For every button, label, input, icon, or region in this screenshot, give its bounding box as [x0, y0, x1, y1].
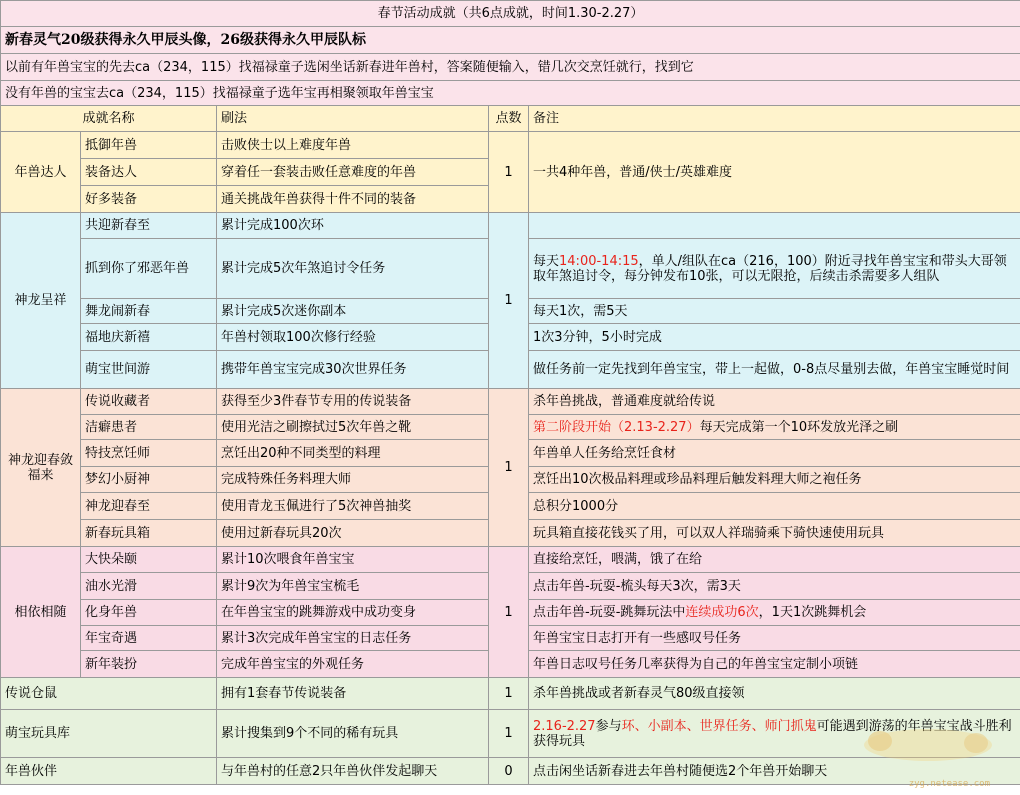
group-points: 1: [489, 678, 529, 710]
sheet-title: 春节活动成就（共6点成就，时间1.30-2.27）: [1, 1, 1020, 27]
col-header-remark: 备注: [529, 106, 1020, 132]
achievement-name: 新年装扮: [81, 651, 217, 678]
achievement-name: 梦幻小厨神: [81, 467, 217, 493]
table-row: [1, 213, 1020, 239]
achievement-method: 累计搜集到9个不同的稀有玩具: [217, 710, 489, 758]
column-header-row: [1, 106, 1020, 132]
achievement-method: 累计9次为年兽宝宝梳毛: [217, 573, 489, 600]
dance-streak-note: 连续成功6次: [685, 605, 759, 620]
achievement-remark: 杀年兽挑战或者新春灵气80级直接领: [529, 678, 1020, 710]
table-row: [1, 678, 1020, 710]
group-name: 神龙呈祥: [1, 213, 81, 389]
toy-event-activities: 环、小副本、世界任务、师门抓鬼: [621, 718, 817, 734]
achievement-name: 舞龙闹新春: [81, 299, 217, 324]
achievement-method: 与年兽村的任意2只年兽伙伴发起聊天: [217, 758, 489, 785]
achievement-name: 特技烹饪师: [81, 440, 217, 467]
toy-event-dates: 2.16-2.27: [533, 718, 596, 734]
achievement-method: 击败侠士以上难度年兽: [217, 132, 489, 159]
achievement-name: 油水光滑: [81, 573, 217, 600]
achievement-method: 拥有1套春节传说装备: [217, 678, 489, 710]
achievement-remark: 总积分1000分: [529, 493, 1020, 520]
table-row: [1, 389, 1020, 415]
achievement-remark: 第二阶段开始（2.13-2.27）每天完成第一个10环发放光泽之刷: [529, 415, 1020, 440]
achievement-method: 携带年兽宝宝完成30次世界任务: [217, 351, 489, 389]
group-points: 1: [489, 132, 529, 213]
achievement-name: 萌宝世间游: [81, 351, 217, 389]
achievement-method: 使用过新春玩具20次: [217, 520, 489, 547]
table-row: [1, 132, 1020, 159]
group-name: 萌宝玩具库: [1, 710, 217, 758]
table-row: [1, 547, 1020, 573]
group-points: 0: [489, 758, 529, 785]
achievement-remark: 玩具箱直接花钱买了用，可以双人祥瑞骑乘下骑快速使用玩具: [529, 520, 1020, 547]
group-name: 传说仓鼠: [1, 678, 217, 710]
instruction-note-1: 以前有年兽宝宝的先去ca（234，115）找福禄童子选闲坐话新春进年兽村，答案随便输入，错几次交烹饪就行，找到它: [1, 54, 1020, 81]
achievement-method: 完成特殊任务料理大师: [217, 467, 489, 493]
achievement-remark: 点击年兽-玩耍-跳舞玩法中连续成功6次，1天1次跳舞机会: [529, 600, 1020, 626]
col-header-name: 成就名称: [1, 106, 217, 132]
achievement-name: 抵御年兽: [81, 132, 217, 159]
watermark-url: zyg.netease.com: [908, 779, 990, 789]
achievement-name: 洁癖患者: [81, 415, 217, 440]
achievement-method: 累计完成100次环: [217, 213, 489, 239]
group-points: 1: [489, 213, 529, 389]
achievement-remark: 做任务前一定先找到年兽宝宝，带上一起做，0-8点尽量别去做，年兽宝宝睡觉时间: [529, 351, 1020, 389]
achievement-remark: 年兽日志叹号任务几率获得为自己的年兽宝宝定制小项链: [529, 651, 1020, 678]
col-header-points: 点数: [489, 106, 529, 132]
achievement-remark: 年兽宝宝日志打开有一些感叹号任务: [529, 626, 1020, 651]
achievement-method: 完成年兽宝宝的外观任务: [217, 651, 489, 678]
achievement-remark: 1次3分钟，5小时完成: [529, 324, 1020, 351]
achievement-method: 累计3次完成年兽宝宝的日志任务: [217, 626, 489, 651]
achievement-name: 化身年兽: [81, 600, 217, 626]
achievement-method: 累计完成5次迷你副本: [217, 299, 489, 324]
achievement-method: 在年兽宝宝的跳舞游戏中成功变身: [217, 600, 489, 626]
achievement-remark: 点击年兽-玩耍-梳头每天3次，需3天: [529, 573, 1020, 600]
group-points: 1: [489, 389, 529, 547]
achievement-method: 获得至少3件春节专用的传说装备: [217, 389, 489, 415]
achievement-name: 抓到你了邪恶年兽: [81, 239, 217, 299]
achievement-remark: 直接给烹饪，喂满，饿了在给: [529, 547, 1020, 573]
achievement-method: 累计完成5次年煞追讨令任务: [217, 239, 489, 299]
achievement-name: 装备达人: [81, 159, 217, 186]
stage-two-note: 第二阶段开始（2.13-2.27）: [533, 419, 700, 435]
achievement-remark: 点击闲坐话新春进去年兽村随便选2个年兽开始聊天: [529, 758, 1020, 785]
event-time: 14:00-14:15: [559, 253, 639, 269]
achievement-remark: 年兽单人任务给烹饪食材: [529, 440, 1020, 467]
achievement-name: 年宝奇遇: [81, 626, 217, 651]
achievement-method: 使用青龙玉佩进行了5次神兽抽奖: [217, 493, 489, 520]
achievement-name: 福地庆新禧: [81, 324, 217, 351]
achievement-method: 使用光洁之刷擦拭过5次年兽之靴: [217, 415, 489, 440]
group-name: 年兽伙伴: [1, 758, 217, 785]
achievement-name: 大快朵颐: [81, 547, 217, 573]
reward-note: 新春灵气20级获得永久甲辰头像，26级获得永久甲辰队标: [1, 27, 1020, 54]
achievement-method: 通关挑战年兽获得十件不同的装备: [217, 186, 489, 213]
group-name: 相依相随: [1, 547, 81, 678]
achievement-remark: [529, 213, 1020, 239]
achievement-name: 新春玩具箱: [81, 520, 217, 547]
achievement-name: 神龙迎春至: [81, 493, 217, 520]
group-name: 神龙迎春敛福来: [1, 389, 81, 547]
group-name: 年兽达人: [1, 132, 81, 213]
achievement-remark: 杀年兽挑战，普通难度就给传说: [529, 389, 1020, 415]
table-row: [1, 758, 1020, 785]
col-header-method: 刷法: [217, 106, 489, 132]
achievement-remark: 烹饪出10次极品料理或珍品料理后触发料理大师之袍任务: [529, 467, 1020, 493]
achievement-remark: 每天1次，需5天: [529, 299, 1020, 324]
table-row: [1, 710, 1020, 758]
achievement-remark: 2.16-2.27参与环、小副本、世界任务、师门抓鬼可能遇到游荡的年兽宝宝战斗胜利获得玩具: [529, 710, 1020, 758]
group-points: 1: [489, 710, 529, 758]
achievement-name: 共迎新春至: [81, 213, 217, 239]
achievement-remark: 每天14:00-14:15，单人/组队在ca（216，100）附近寻找年兽宝宝和带头大哥领取年煞追讨令，每分钟发布10张，可以无限抢，后续击杀需要多人组队: [529, 239, 1020, 299]
achievement-name: 好多装备: [81, 186, 217, 213]
achievement-method: 烹饪出20种不同类型的料理: [217, 440, 489, 467]
achievement-method: 年兽村领取100次修行经验: [217, 324, 489, 351]
group-points: 1: [489, 547, 529, 678]
title-row: [1, 1, 1020, 27]
bold-row: [1, 27, 1020, 54]
instruction-note-2: 没有年兽的宝宝去ca（234，115）找福禄童子选年宝再相聚领取年兽宝宝: [1, 81, 1020, 106]
achievement-method: 穿着任一套装击败任意难度的年兽: [217, 159, 489, 186]
achievement-name: 传说收藏者: [81, 389, 217, 415]
achievement-method: 累计10次喂食年兽宝宝: [217, 547, 489, 573]
group-remark: 一共4种年兽，普通/侠士/英雄难度: [529, 132, 1020, 213]
